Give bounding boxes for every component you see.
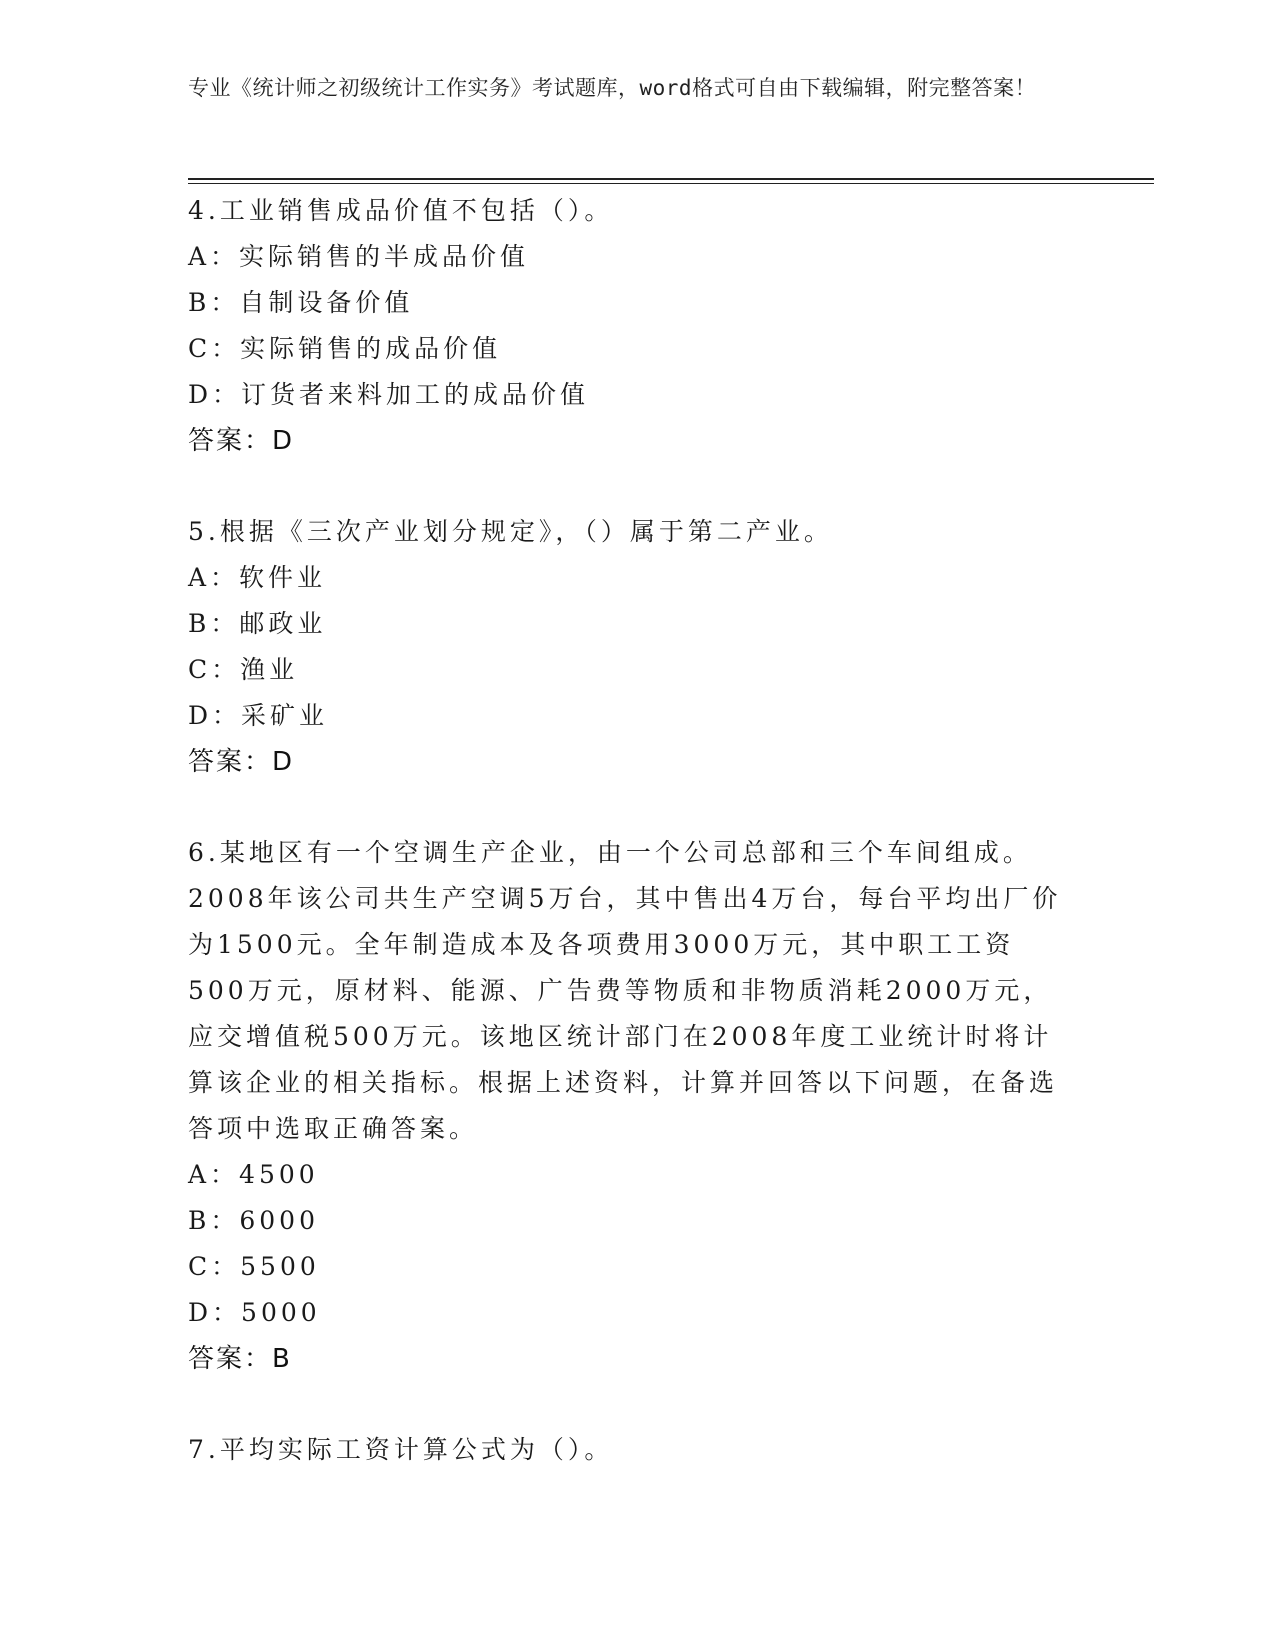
option-b: B：自制设备价值: [188, 288, 414, 317]
option-d: D：订货者来料加工的成品价值: [188, 380, 590, 409]
header-divider-thin: [188, 183, 1154, 184]
option-a: A：软件业: [188, 563, 327, 592]
option-c: C：实际销售的成品价值: [188, 334, 502, 363]
header-divider-thick: [188, 178, 1154, 180]
option-a: A：实际销售的半成品价值: [188, 242, 530, 271]
answer-label: 答案：B: [188, 1344, 292, 1374]
option-d: D：采矿业: [188, 701, 329, 730]
option-d: D：5000: [188, 1298, 321, 1327]
question-stem: 5.根据《三次产业划分规定》，（）属于第二产业。: [188, 517, 833, 546]
question-spacer: [188, 464, 1088, 509]
option-c: C：5500: [188, 1252, 320, 1281]
question-7: [188, 1427, 1088, 1473]
question-5: [188, 509, 1088, 785]
question-4: [188, 188, 1088, 464]
question-stem: 4.工业销售成品价值不包括（）。: [188, 196, 614, 225]
option-b: B：邮政业: [188, 609, 327, 638]
document-intro: 专业《统计师之初级统计工作实务》考试题库，word格式可自由下载编辑，附完整答案！: [188, 76, 1037, 100]
question-spacer: [188, 1382, 1088, 1427]
question-6: [188, 830, 1088, 1382]
question-list: [188, 188, 1088, 1473]
answer-label: 答案：D: [188, 426, 295, 456]
question-spacer: [188, 785, 1088, 830]
option-c: C：渔业: [188, 655, 299, 684]
question-stem: 7.平均实际工资计算公式为（）。: [188, 1435, 614, 1464]
question-stem: 6.某地区有一个空调生产企业，由一个公司总部和三个车间组成。2008年该公司共生产空调5万台，其中售出4万台，每台平均出厂价为1500元。全年制造成本及各项费用3000万元，其中职工工资500万元，原材料、能源、广告费等物质和非物质消耗2000万元，应交增值税500万元。该地区统计部门在2008年度工业统计时将计算该企业的相关指标。根据上述资料，计算并回答以下问题，在备选答项中选取正确答案。: [188, 838, 1062, 1143]
option-b: B：6000: [188, 1206, 319, 1235]
answer-label: 答案：D: [188, 747, 295, 777]
option-a: A：4500: [188, 1160, 319, 1189]
